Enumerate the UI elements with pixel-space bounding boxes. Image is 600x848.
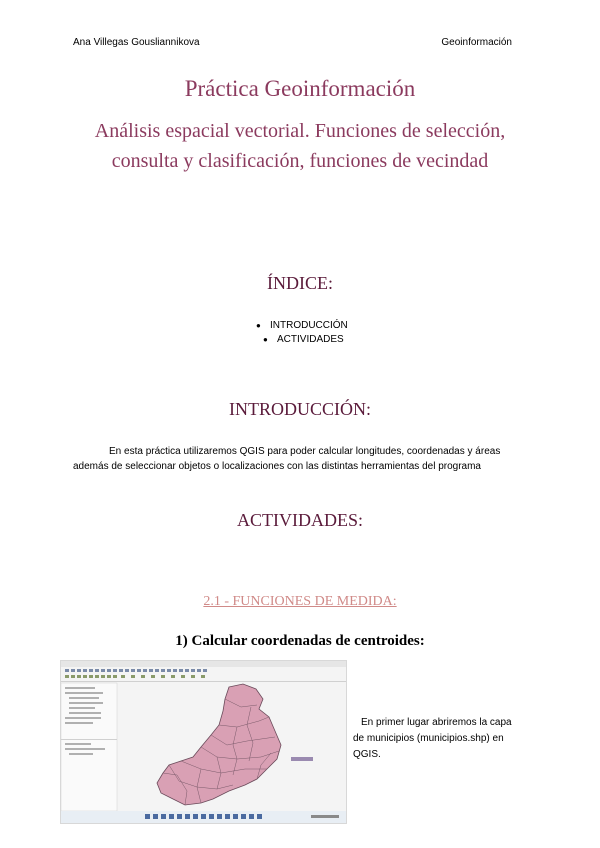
document-subtitle: Análisis espacial vectorial. Funciones de selección, consulta y clasificación, funciones de vecindad [94, 120, 506, 172]
qgis-screenshot-image [61, 661, 346, 823]
qgis-screenshot [60, 660, 347, 824]
document-title: Práctica Geoinformación [184, 76, 416, 101]
step-heading: 1) Calcular coordenadas de centroides: [175, 633, 425, 649]
index-list [256, 319, 348, 347]
index-item-actividades: ● ACTIVIDADES [263, 333, 348, 347]
introduction-heading: INTRODUCCIÓN: [229, 399, 371, 419]
activities-heading: ACTIVIDADES: [237, 510, 363, 530]
header-author: Ana Villegas Gousliannikova [73, 37, 200, 48]
header-subject: Geoinformación [441, 37, 512, 48]
introduction-paragraph: En esta práctica utilizaremos QGIS para poder calcular longitudes, coordenadas y áreas además de seleccionar objetos o localizaciones con las distintas herramientas del programa [73, 446, 501, 472]
subsection-heading: 2.1 - FUNCIONES DE MEDIDA: [203, 594, 397, 609]
figure-caption: En primer lugar abriremos la capa de municipios (municipios.shp) en QGIS. [353, 717, 512, 760]
index-item-introduccion: ● INTRODUCCIÓN [256, 319, 348, 333]
index-heading: ÍNDICE: [267, 273, 333, 293]
